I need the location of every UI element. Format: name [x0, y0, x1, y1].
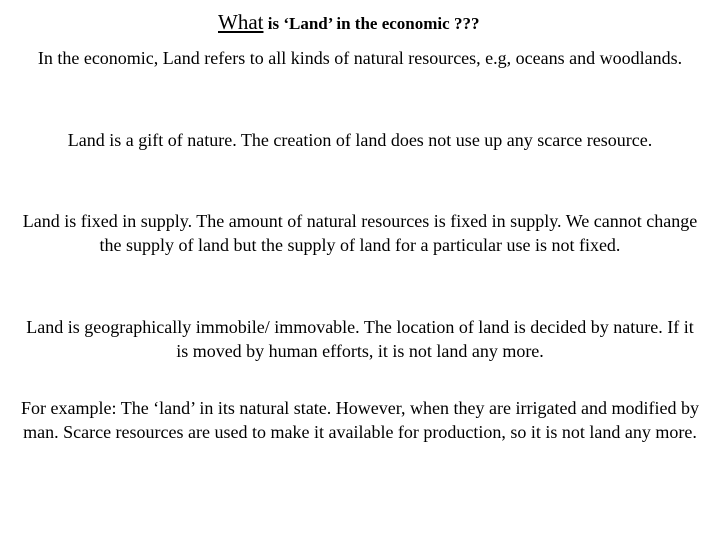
title-lead: What — [218, 10, 264, 34]
paragraph-example: For example: The ‘land’ in its natural state. However, when they are irrigated and modified by man. Scarce resources are used to make it available for production, so it is not land any more. — [21, 398, 699, 442]
paragraph-immobile: Land is geographically immobile/ immovable. The location of land is decided by nature. If it is moved by human efforts, it is not land any more. — [26, 317, 694, 361]
paragraph-gift-of-nature: Land is a gift of nature. The creation of land does not use up any scarce resource. — [67, 130, 653, 150]
title-rest: is ‘Land’ in the economic ??? — [263, 14, 480, 33]
paragraph-fixed-supply: Land is fixed in supply. The amount of natural resources is fixed in supply. We cannot change the supply of land but the supply of land for a particular use is not fixed. — [22, 211, 698, 255]
paragraph-definition: In the economic, Land refers to all kinds of natural resources, e.g, oceans and woodlands. — [37, 48, 683, 68]
slide-title — [218, 8, 518, 38]
